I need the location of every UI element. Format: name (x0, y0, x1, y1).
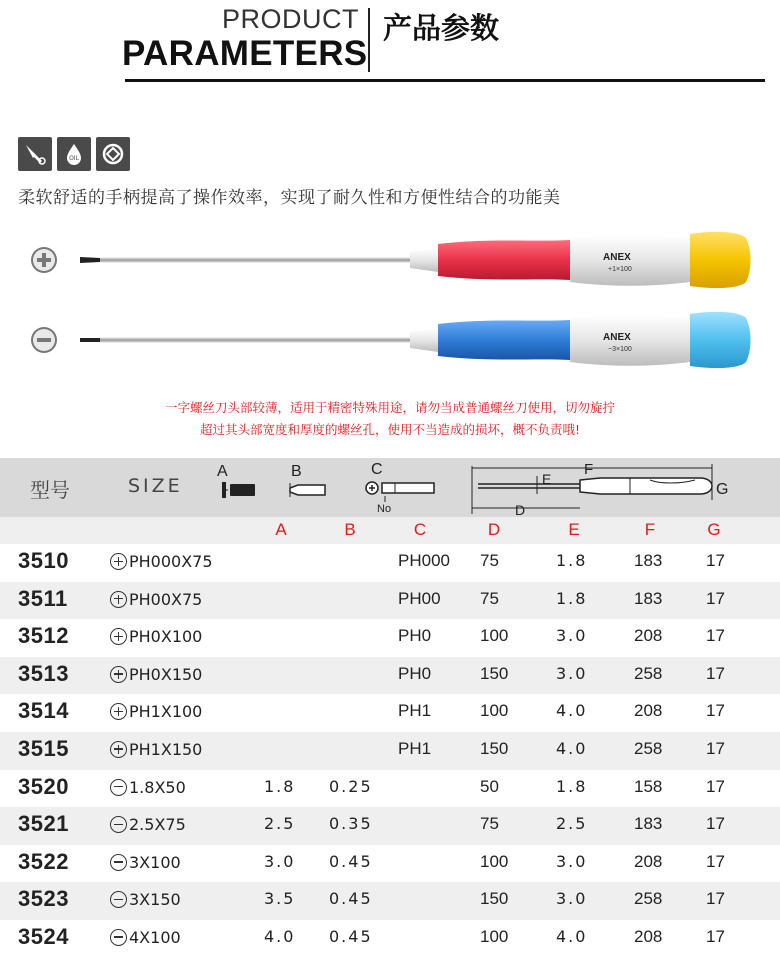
cell-model: 3512 (18, 623, 69, 649)
cell-g: 17 (706, 851, 725, 871)
cell-g: 17 (706, 701, 725, 721)
cell-e: 3.0 (556, 626, 588, 646)
header-title-product: PRODUCT (222, 4, 359, 34)
diagram-label-b: B (291, 463, 302, 480)
cell-e: 1.8 (556, 551, 588, 570)
cell-f: 258 (634, 663, 663, 683)
phillips-symbol-icon (110, 591, 127, 608)
table-row (0, 920, 780, 958)
cell-g: 17 (706, 626, 725, 646)
cell-a: 2.5 (264, 814, 296, 834)
slotted-symbol-icon (110, 929, 127, 946)
cell-size-text: PH00X75 (129, 589, 203, 609)
cell-model: 3522 (18, 848, 69, 874)
cell-a: 4.0 (264, 926, 296, 946)
cell-f: 258 (634, 738, 663, 758)
cell-e: 3.0 (556, 889, 588, 909)
cell-g: 17 (706, 814, 725, 834)
cell-e: 1.8 (556, 588, 588, 608)
phillips-brand-label: ANEX (603, 252, 631, 263)
cell-model: 3515 (18, 735, 69, 761)
column-header-model: 型号 (30, 478, 70, 502)
cell-size-text: PH000X75 (129, 552, 213, 571)
cell-c: PH1 (398, 738, 432, 758)
diagram-label-g: G (716, 481, 729, 498)
cell-model: 3521 (18, 811, 69, 837)
column-letter-c: C (413, 520, 427, 539)
cell-e: 1.8 (556, 776, 588, 796)
table-row (0, 694, 780, 732)
feature-icons (18, 137, 130, 171)
table-row (0, 770, 780, 808)
cell-d: 100 (480, 926, 509, 946)
cell-d: 50 (480, 776, 499, 796)
column-letter-g: G (707, 520, 721, 539)
cell-model: 3523 (18, 886, 69, 912)
diagram-label-a: A (217, 463, 228, 480)
cell-size (110, 778, 186, 797)
cell-e: 3.0 (556, 663, 588, 683)
cell-size (110, 665, 202, 684)
cell-model: 3520 (18, 773, 69, 799)
header-divider (368, 8, 370, 72)
cell-d: 75 (480, 551, 499, 570)
page-header (0, 0, 780, 84)
cell-g: 17 (706, 588, 725, 608)
cell-f: 183 (634, 588, 663, 608)
cell-f: 208 (634, 851, 663, 871)
cell-size (110, 815, 186, 834)
cell-d: 100 (480, 701, 509, 721)
slotted-symbol-icon (110, 891, 127, 908)
slotted-symbol-icon (110, 854, 127, 871)
column-letter-f: F (644, 520, 656, 539)
cell-e: 4.0 (556, 738, 588, 758)
table-header (0, 458, 780, 517)
cell-g: 17 (706, 776, 725, 796)
cell-size-text: 4X100 (129, 927, 181, 947)
slotted-screwdriver-image (18, 304, 768, 376)
cell-size (110, 928, 181, 947)
cell-a: 3.5 (264, 889, 296, 909)
phillips-screwdriver-image (18, 224, 768, 296)
slotted-symbol-icon (110, 779, 127, 796)
cell-size-text: PH1X150 (129, 739, 203, 759)
cell-f: 208 (634, 701, 663, 721)
cell-size-text: 3X100 (129, 852, 181, 872)
phillips-symbol-icon (110, 741, 127, 758)
oil-drop-icon (57, 137, 91, 171)
cell-b: 0.45 (329, 851, 373, 871)
cell-e: 3.0 (556, 851, 588, 871)
cell-size (110, 590, 202, 609)
cell-model: 3514 (18, 698, 69, 724)
table-row (0, 619, 780, 657)
cell-size (110, 740, 202, 759)
phillips-symbol-icon (110, 553, 127, 570)
cell-d: 75 (480, 588, 499, 608)
cell-g: 17 (706, 551, 725, 570)
warning-line-2: 超过其头部宽度和厚度的螺丝孔，使用不当造成的损坏，概不负责哦! (199, 422, 580, 437)
cell-g: 17 (706, 663, 725, 683)
table-row (0, 882, 780, 920)
cell-g: 17 (706, 926, 725, 946)
phillips-symbol-icon (31, 247, 57, 273)
cell-f: 258 (634, 889, 663, 909)
cell-model: 3510 (18, 548, 69, 573)
cell-size-text: 2.5X75 (129, 815, 186, 835)
table-row (0, 582, 780, 620)
header-underline (125, 79, 765, 82)
table-row (0, 657, 780, 695)
cell-b: 0.25 (329, 776, 373, 796)
cell-size (110, 890, 181, 909)
cell-d: 100 (480, 626, 509, 646)
dimension-diagram (0, 458, 780, 517)
product-tagline: 柔软舒适的手柄提高了操作效率，实现了耐久性和方便性结合的功能美 (18, 188, 561, 208)
table-row (0, 845, 780, 883)
cell-d: 150 (480, 738, 509, 758)
column-letter-e: E (568, 520, 580, 539)
header-title-cn: 产品参数 (383, 11, 500, 45)
cell-d: 75 (480, 814, 499, 834)
cell-c: PH0 (398, 663, 432, 683)
cell-size (110, 702, 202, 721)
screwdriver-tip-icon (18, 137, 52, 171)
diagram-label-no: No (377, 503, 392, 515)
column-header-size: SIZE (128, 475, 183, 497)
table-row (0, 732, 780, 770)
column-letter-b: B (344, 520, 356, 539)
cell-model: 3524 (18, 923, 69, 949)
cell-a: 1.8 (264, 776, 296, 796)
cell-d: 150 (480, 889, 509, 909)
cell-e: 4.0 (556, 926, 588, 946)
cell-size-text: PH0X150 (129, 664, 203, 684)
slotted-size-label: −3×100 (608, 346, 632, 353)
diagram-label-e: E (542, 471, 552, 487)
slotted-symbol-icon (110, 816, 127, 833)
cell-size (110, 627, 202, 646)
cell-f: 208 (634, 626, 663, 646)
slotted-symbol-icon (31, 327, 57, 353)
column-letter-d: D (487, 520, 501, 539)
cell-b: 0.45 (329, 926, 373, 946)
cell-a: 3.0 (264, 851, 296, 871)
cell-g: 17 (706, 889, 725, 909)
cell-model: 3511 (18, 585, 68, 611)
phillips-size-label: +1×100 (608, 266, 632, 273)
diagram-label-c: C (371, 461, 383, 478)
phillips-symbol-icon (110, 628, 127, 645)
cell-size-text: PH1X100 (129, 702, 203, 722)
cell-b: 0.45 (329, 889, 373, 909)
column-letter-row (0, 517, 780, 544)
cell-c: PH0 (398, 626, 432, 646)
cell-d: 150 (480, 663, 509, 683)
cell-size (110, 552, 213, 571)
table-row (0, 807, 780, 845)
column-letter-a: A (275, 520, 287, 539)
cell-size (110, 853, 181, 872)
cell-g: 17 (706, 738, 725, 758)
cell-d: 100 (480, 851, 509, 871)
table-body (0, 544, 780, 958)
table-row (0, 544, 780, 582)
header-title-parameters: PARAMETERS (122, 34, 368, 73)
cell-size-text: 1.8X50 (129, 777, 186, 797)
diagram-label-d: D (515, 502, 526, 517)
cell-f: 183 (634, 551, 663, 570)
cell-e: 2.5 (556, 814, 588, 834)
ring-icon (96, 137, 130, 171)
cell-c: PH00 (398, 588, 441, 608)
cell-size-text: 3X150 (129, 890, 181, 910)
diagram-label-f: F (584, 461, 594, 478)
cell-c: PH1 (398, 701, 432, 721)
svg-text:OIL: OIL (69, 155, 79, 162)
cell-f: 183 (634, 814, 663, 834)
warning-line-1: 一字螺丝刀头部较薄，适用于精密特殊用途，请勿当成普通螺丝刀使用，切勿旋拧 (164, 400, 615, 415)
cell-c: PH000 (398, 551, 450, 570)
phillips-symbol-icon (110, 666, 127, 683)
cell-size-text: PH0X100 (129, 627, 203, 647)
cell-f: 208 (634, 926, 663, 946)
cell-model: 3513 (18, 660, 69, 686)
phillips-symbol-icon (110, 703, 127, 720)
cell-b: 0.35 (329, 814, 373, 834)
cell-f: 158 (634, 776, 663, 796)
slotted-brand-label: ANEX (603, 332, 631, 343)
cell-e: 4.0 (556, 701, 588, 721)
